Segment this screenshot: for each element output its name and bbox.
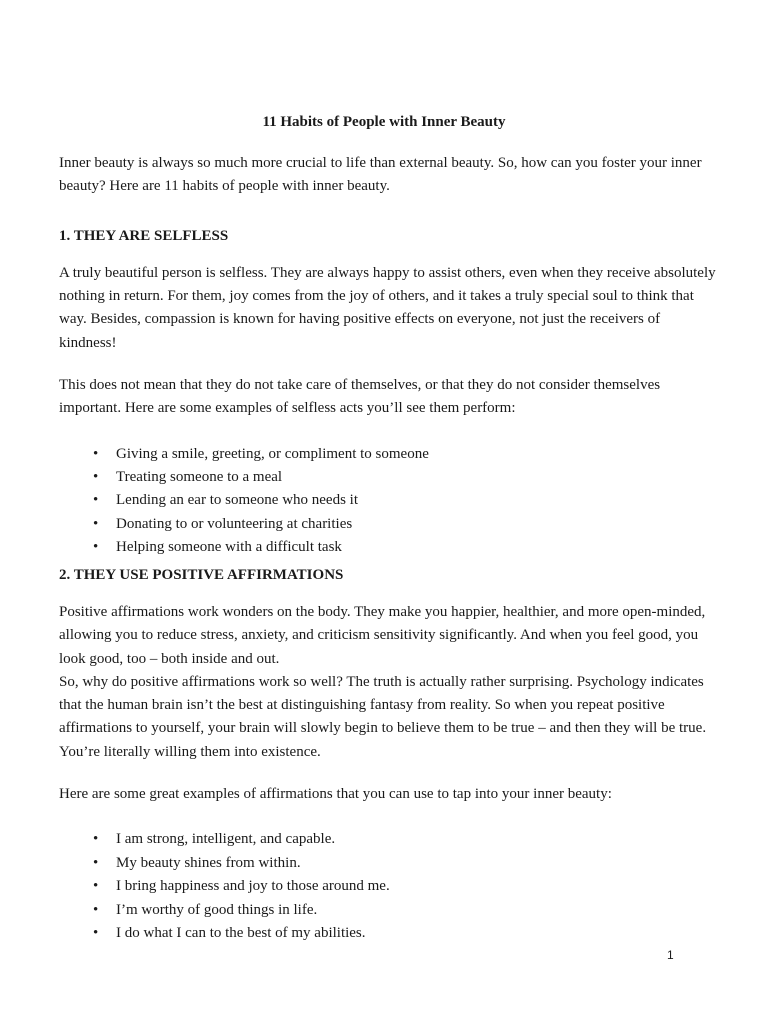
bullet-icon: • — [93, 831, 99, 848]
bullet-icon: • — [93, 539, 99, 556]
intro-paragraph: Inner beauty is always so much more crucial to life than external beauty. So, how can you foster your inner beauty? Here are 11 habits of people with inner beauty. — [59, 155, 702, 195]
bullet-icon: • — [93, 901, 99, 918]
document-body — [59, 152, 719, 945]
bullet-icon: • — [93, 445, 99, 462]
page-number: 1 — [667, 948, 674, 962]
list-item: • Giving a smile, greeting, or compliment to someone — [59, 443, 719, 466]
bullet-icon: • — [93, 515, 99, 532]
section-heading-selfless: 1. THEY ARE SELFLESS — [59, 227, 229, 244]
affirmations-list — [59, 828, 719, 945]
list-item: • I am strong, intelligent, and capable. — [59, 828, 719, 851]
list-item: • My beauty shines from within. — [59, 852, 719, 875]
section-2-paragraph-1: Positive affirmations work wonders on the body. They make you happier, healthier, and more open-minded, allowing you to reduce stress, anxiety, and criticism sensitivity significantly. And when you feel good, you look good, too – both inside and out. — [59, 604, 706, 667]
list-item: • I do what I can to the best of my abilities. — [59, 922, 719, 945]
document-title: 11 Habits of People with Inner Beauty — [262, 114, 506, 130]
bullet-icon: • — [93, 925, 99, 941]
list-item: • Donating to or volunteering at charities — [59, 513, 719, 536]
bullet-icon: • — [93, 492, 99, 509]
section-heading-affirmations: 2. THEY USE POSITIVE AFFIRMATIONS — [59, 566, 344, 583]
section-1-paragraph-2: This does not mean that they do not take care of themselves, or that they do not consider themselves important. Here are some examples of selfless acts you’ll see them perform: — [59, 377, 661, 417]
list-item: • I bring happiness and joy to those around me. — [59, 875, 719, 898]
selfless-acts-list — [59, 443, 719, 560]
list-item: • Lending an ear to someone who needs it — [59, 489, 719, 512]
list-item: • I’m worthy of good things in life. — [59, 899, 719, 922]
list-item: • Helping someone with a difficult task — [59, 536, 719, 559]
section-2-paragraph-3: Here are some great examples of affirmations that you can use to tap into your inner beauty: — [59, 786, 612, 803]
bullet-icon: • — [93, 469, 99, 486]
section-2-paragraph-2: So, why do positive affirmations work so well? The truth is actually rather surprising. Psychology indicates that the human brain isn’t the best at distinguishing fantasy from reality. So when you repeat positive affirmations to yourself, your brain will slowly begin to believe them to be true – and then they will be true. You’re literally willing them into existence. — [59, 673, 707, 760]
bullet-icon: • — [93, 854, 99, 871]
bullet-icon: • — [93, 878, 99, 895]
section-1-paragraph-1: A truly beautiful person is selfless. They are always happy to assist others, even when they receive absolutely nothing in return. For them, joy comes from the joy of others, and it takes a truly special soul to think that way. Besides, compassion is known for having positive effects on everyone, not just the receivers of kindness! — [59, 264, 716, 351]
list-item: • Treating someone to a meal — [59, 466, 719, 489]
